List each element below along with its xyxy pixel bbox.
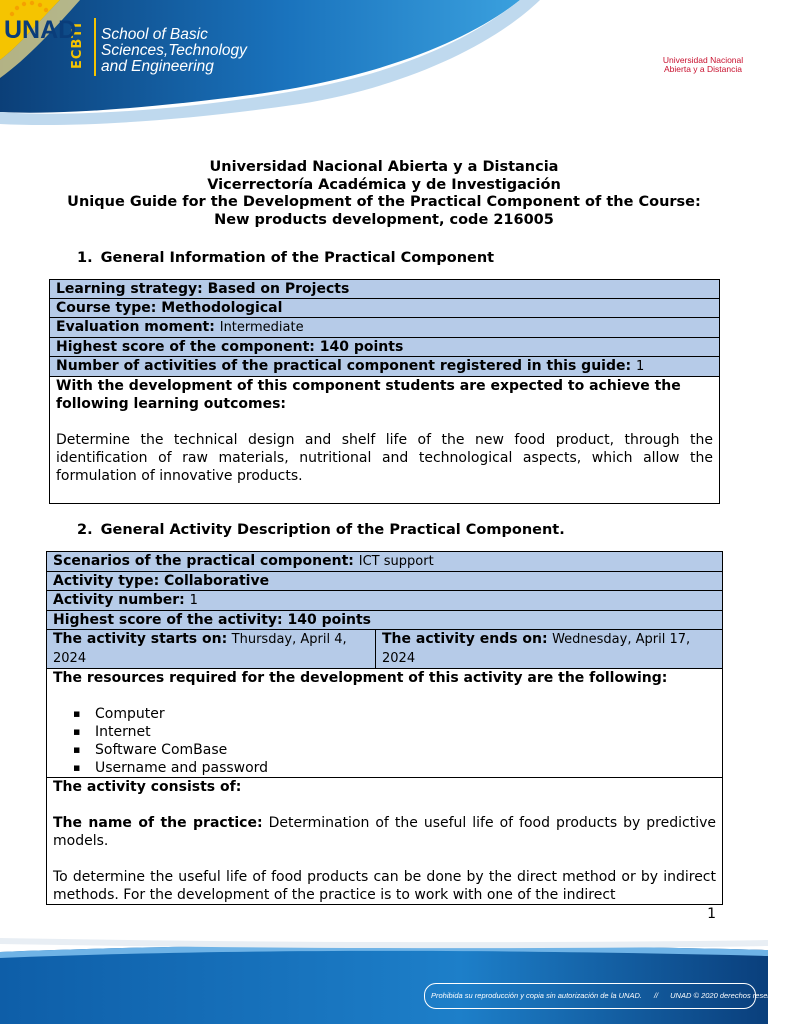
unad-logo-caption: Universidad Nacional Abierta y a Distancia	[662, 55, 744, 74]
activity-start-cell: The activity starts on: Thursday, April 4, 2024	[47, 630, 376, 669]
list-item: ▪ Internet	[95, 723, 716, 741]
outcomes-text: Determine the technical design and shelf life of the new food product, through the identification of raw materials, nutritional and technological aspects, which allow the formulation of innovative products.	[56, 432, 713, 484]
activity-description-table	[46, 551, 723, 905]
activity-consists-cell	[47, 778, 723, 905]
learning-outcomes-cell	[50, 377, 720, 504]
list-item: ▪ Computer	[95, 705, 716, 723]
unad-logo-letters: UNAD	[4, 16, 77, 44]
activity-score-cell: Highest score of the activity: 140 points	[47, 611, 723, 630]
footer-wave-graphic	[0, 938, 768, 1024]
section-1-heading: 1. General Information of the Practical Component	[77, 250, 495, 266]
activity-number-cell: Activity number: 1	[47, 591, 723, 611]
footer-banner	[0, 938, 768, 1024]
title-guide: Unique Guide for the Development of the Practical Component of the Course:	[67, 194, 701, 211]
scenarios-cell: Scenarios of the practical component: ICT support	[47, 552, 723, 572]
page-number: 1	[707, 906, 716, 922]
unad-logo	[0, 0, 95, 68]
footer-copyright-note: Prohibida su reproducción y copia sin autorización de la UNAD. // UNAD © 2020 derechos reservados.	[424, 983, 756, 1009]
school-name: School of Basic Sciences,Technology and Engineering	[101, 26, 247, 75]
title-university: Universidad Nacional Abierta y a Distancia	[209, 159, 559, 175]
section-2-heading: 2. General Activity Description of the Practical Component.	[77, 522, 565, 538]
document-titles	[0, 159, 768, 229]
header-banner	[0, 0, 768, 135]
table-row	[47, 630, 723, 669]
table-row	[47, 778, 723, 905]
table-row	[50, 299, 720, 318]
ecbti-badge: ECBTI	[72, 18, 96, 76]
resources-list	[53, 705, 716, 777]
practice-paragraph: To determine the useful life of food products can be done by the direct method or by indirect methods. For the development of the practice is to work with one of the indirect	[53, 869, 716, 903]
list-item: ▪ Software ComBase	[95, 741, 716, 759]
table-row	[47, 552, 723, 572]
resources-heading: The resources required for the development of this activity are the following:	[53, 670, 668, 686]
table-row	[47, 669, 723, 778]
resources-cell	[47, 669, 723, 778]
course-type-cell: Course type: Methodological	[50, 299, 720, 318]
table-row	[50, 377, 720, 504]
title-course: New products development, code 216005	[214, 211, 554, 228]
practice-name: The name of the practice: Determination of the useful life of food products by predictive models.	[53, 815, 716, 849]
consists-heading: The activity consists of:	[53, 779, 242, 795]
learning-strategy-cell: Learning strategy: Based on Projects	[50, 280, 720, 299]
highest-score-cell: Highest score of the component: 140 points	[50, 338, 720, 357]
table-row	[47, 591, 723, 611]
activity-end-cell: The activity ends on: Wednesday, April 17, 2024	[376, 630, 723, 669]
table-row	[50, 338, 720, 357]
table-row	[47, 572, 723, 591]
table-row	[50, 318, 720, 338]
list-item: ▪ Username and password	[95, 759, 716, 777]
activity-type-cell: Activity type: Collaborative	[47, 572, 723, 591]
general-info-table	[49, 279, 720, 504]
table-row	[47, 611, 723, 630]
number-activities-cell: Number of activities of the practical component registered in this guide: 1	[50, 357, 720, 377]
evaluation-moment-cell: Evaluation moment: Intermediate	[50, 318, 720, 338]
title-vicerrectoria: Vicerrectoría Académica y de Investigación	[207, 176, 561, 193]
table-row	[50, 280, 720, 299]
table-row	[50, 357, 720, 377]
outcomes-heading: With the development of this component students are expected to achieve the following learning outcomes:	[56, 378, 681, 412]
